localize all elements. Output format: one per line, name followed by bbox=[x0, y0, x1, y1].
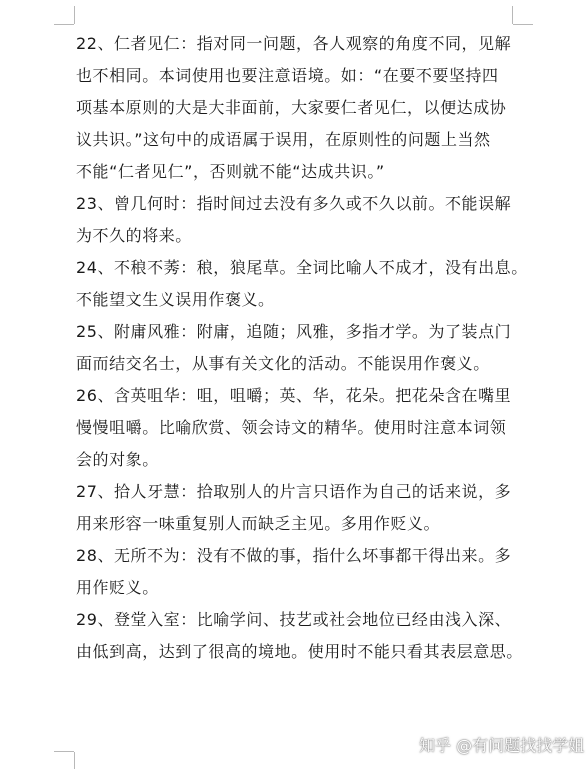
text-line: 29、登堂入室：比喻学问、技艺或社会地位已经由浅入深、 bbox=[76, 610, 512, 629]
text-line: 26、含英咀华：咀，咀嚼；英、华，花朵。把花朵含在嘴里 bbox=[76, 386, 512, 405]
text-line: 不能“仁者见仁”，否则就不能“达成共识。” bbox=[76, 162, 385, 181]
crop-mark-bottom-left-horizontal bbox=[54, 751, 74, 752]
text-line: 25、附庸风雅：附庸，追随；风雅，多指才学。为了装点门 bbox=[76, 322, 512, 341]
text-line: 慢慢咀嚼。比喻欣赏、领会诗文的精华。使用时注意本词领 bbox=[76, 418, 507, 437]
watermark: 知乎 @有问题找找学姐 bbox=[419, 736, 585, 755]
text-line: 项基本原则的大是大非面前，大家要仁者见仁，以便达成协 bbox=[76, 98, 507, 117]
text-line: 24、不稂不莠：稂，狼尾草。全词比喻人不成才，没有出息。 bbox=[76, 258, 528, 277]
text-line: 面而结交名士，从事有关文化的活动。不能误用作褒义。 bbox=[76, 354, 490, 373]
document-body bbox=[76, 28, 528, 668]
text-line: 22、仁者见仁：指对同一问题，各人观察的角度不同，见解 bbox=[76, 34, 512, 53]
crop-mark-top-left-horizontal bbox=[54, 24, 74, 25]
text-line: 27、拾人牙慧：拾取别人的片言只语作为自己的话来说，多 bbox=[76, 482, 512, 501]
text-line: 用作贬义。 bbox=[76, 578, 159, 597]
text-line: 为不久的将来。 bbox=[76, 226, 192, 245]
text-line: 会的对象。 bbox=[76, 450, 159, 469]
text-line: 由低到高，达到了很高的境地。使用时不能只看其表层意思。 bbox=[76, 642, 523, 661]
crop-mark-top-right-horizontal bbox=[513, 24, 533, 25]
text-line: 不能望文生义误用作褒义。 bbox=[76, 290, 275, 309]
crop-mark-top-right-vertical bbox=[512, 6, 513, 24]
text-line: 用来形容一味重复别人而缺乏主见。多用作贬义。 bbox=[76, 514, 441, 533]
text-line: 23、曾几何时：指时间过去没有多久或不久以前。不能误解 bbox=[76, 194, 512, 213]
text-line: 28、无所不为：没有不做的事，指什么坏事都干得出来。多 bbox=[76, 546, 512, 565]
crop-mark-top-left-vertical bbox=[74, 6, 75, 24]
text-line: 议共识。”这句中的成语属于误用，在原则性的问题上当然 bbox=[76, 130, 491, 149]
text-line: 也不相同。本词使用也要注意语境。如：“在要不要坚持四 bbox=[76, 66, 499, 85]
crop-mark-bottom-left-vertical bbox=[74, 752, 75, 769]
